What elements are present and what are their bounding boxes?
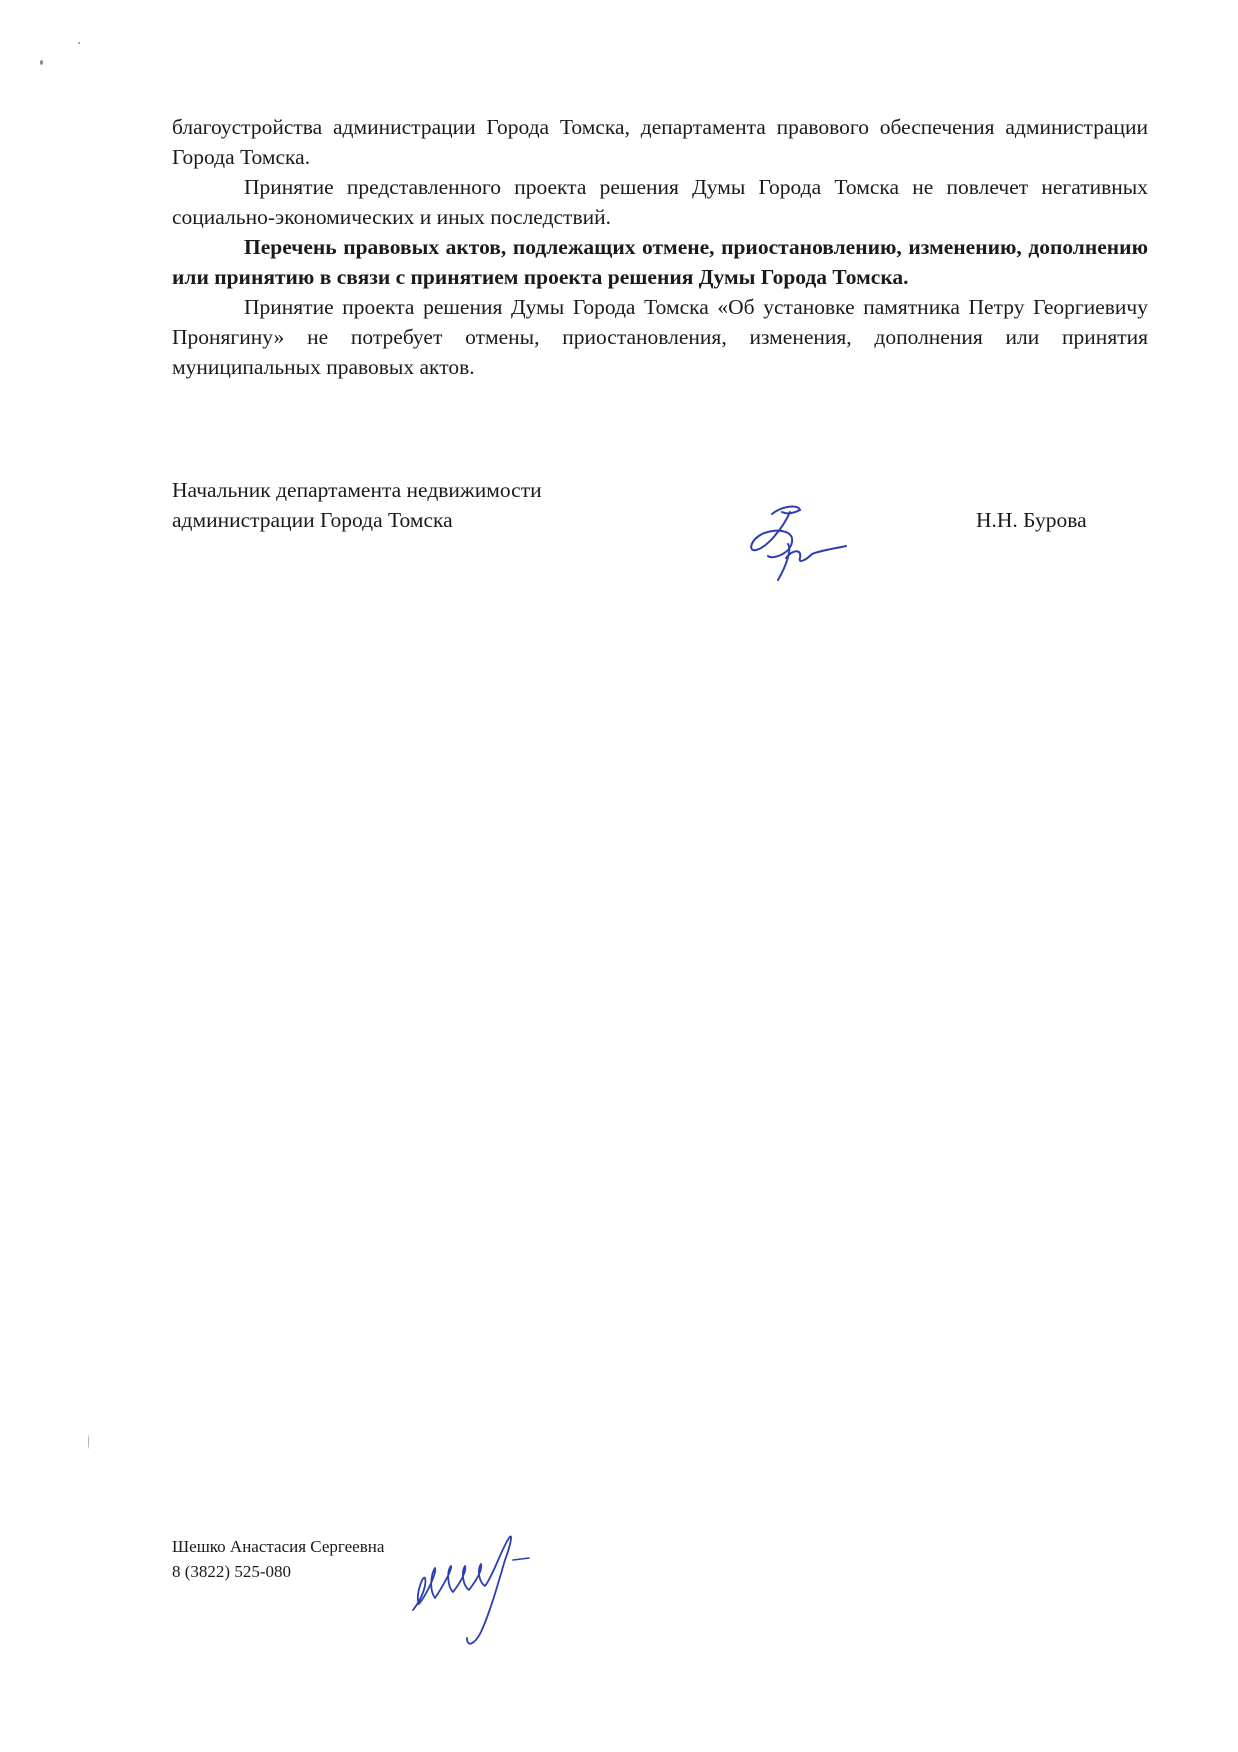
paragraph-continuation: благоустройства администрации Города Томска, департамента правового обеспечения администрации Города Томска.	[172, 115, 1148, 169]
scan-speck	[88, 1435, 89, 1449]
signatory-position	[172, 475, 542, 535]
signature-image	[742, 500, 862, 590]
signatory-position-line1: Начальник департамента недвижимости	[172, 478, 542, 502]
executor-signature-image	[405, 1520, 575, 1650]
signatory-name: Н.Н. Бурова	[976, 508, 1087, 532]
scan-speck	[78, 42, 80, 44]
paragraph-legal-acts: Принятие проекта решения Думы Города Томска «Об установке памятника Петру Георгиевичу Пронягину» не потребует отмены, приостановления, изменения, дополнения или принятия муниципальных правовых актов.	[172, 295, 1148, 379]
executor-name: Шешко Анастасия Сергеевна	[172, 1537, 385, 1556]
paragraph-heading-legal-acts: Перечень правовых актов, подлежащих отмене, приостановлению, изменению, дополнению или принятию в связи с принятием проекта решения Думы Города Томска.	[172, 235, 1148, 289]
document-body	[172, 112, 1148, 382]
signatory-position-line2: администрации Города Томска	[172, 508, 453, 532]
paragraph-consequences: Принятие представленного проекта решения Думы Города Томска не повлечет негативных социально-экономических и иных последствий.	[172, 175, 1148, 229]
executor-block	[172, 1534, 384, 1584]
scan-speck	[40, 60, 43, 65]
executor-phone: 8 (3822) 525-080	[172, 1562, 291, 1581]
